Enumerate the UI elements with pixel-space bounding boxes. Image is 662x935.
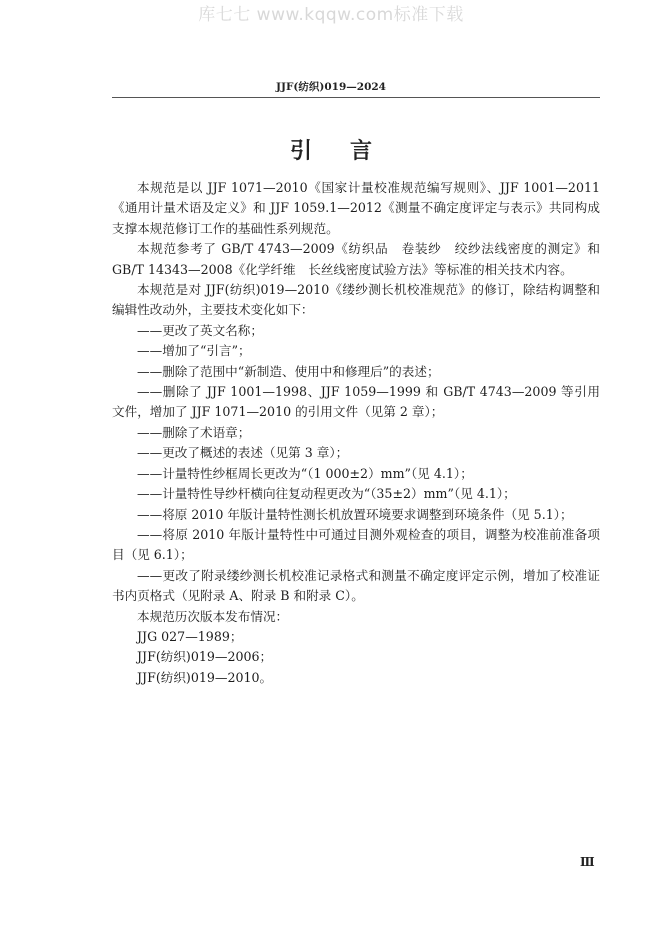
- paragraph-revision: 本规范是对 JJF(纺织)019—2010《缕纱测长机校准规范》的修订，除结构调整和编辑性改动外，主要技术变化如下：: [112, 282, 600, 318]
- change-item: ——计量特性导纱杆横向往复动程更改为“（35±2）mm”（见 4.1）；: [137, 486, 516, 502]
- paragraph-references: 本规范参考了 GB/T 4743—2009《纺织品 卷装纱 绞纱法线密度的测定》和 GB/T 14343—2008《化学纤维 长丝线密度试验方法》等标准的相关技术内容。: [112, 241, 600, 277]
- change-item: ——更改了概述的表述（见第 3 章）；: [137, 445, 349, 461]
- paragraph-history: 本规范历次版本发布情况：: [137, 608, 289, 624]
- change-item: ——增加了“引言”；: [137, 343, 251, 359]
- header-rule: [112, 97, 600, 98]
- change-item: ——删除了范围中“新制造、使用中和修理后”的表述；: [137, 363, 440, 379]
- page-number: Ⅲ: [580, 855, 595, 869]
- history-item: JJF(纺织)019—2006；: [137, 649, 273, 665]
- change-item: ——将原 2010 年版计量特性测长机放置环境要求调整到环境条件（见 5.1）；: [137, 506, 573, 522]
- change-item: ——更改了附录缕纱测长机校准记录格式和测量不确定度评定示例，增加了校准证书内页格式（见附录 A、附录 B 和附录 C）。: [112, 567, 600, 604]
- page-title: 引言: [289, 139, 410, 164]
- paragraph-basis: 本规范是以 JJF 1071—2010《国家计量校准规范编写规则》、JJF 1001—2011《通用计量术语及定义》和 JJF 1059.1—2012《测量不确定度评定与表示》共同构成支撑本规范修订工作的基础性系列规范。: [112, 180, 600, 236]
- history-item: JJG 027—1989；: [137, 628, 243, 644]
- change-item: ——更改了英文名称；: [137, 322, 263, 338]
- history-item: JJF(纺织)019—2010。: [137, 669, 273, 685]
- running-header: JJF(纺织)019—2024: [276, 81, 386, 93]
- watermark: 库七七 www.kqqw.com标准下载: [198, 5, 464, 25]
- change-item: ——删除了术语章；: [137, 424, 251, 440]
- change-item: ——删除了 JJF 1001—1998、JJF 1059—1999 和 GB/T 4743—2009 等引用文件，增加了 JJF 1071—2010 的引用文件（见第 2 章）；: [112, 384, 600, 420]
- body-text: [112, 178, 600, 688]
- change-item: ——将原 2010 年版计量特性中可通过目测外观检查的项目，调整为校准前准备项目（见 6.1）；: [112, 526, 600, 563]
- change-item: ——计量特性纱框周长更改为“（1 000±2）mm”（见 4.1）；: [137, 465, 473, 481]
